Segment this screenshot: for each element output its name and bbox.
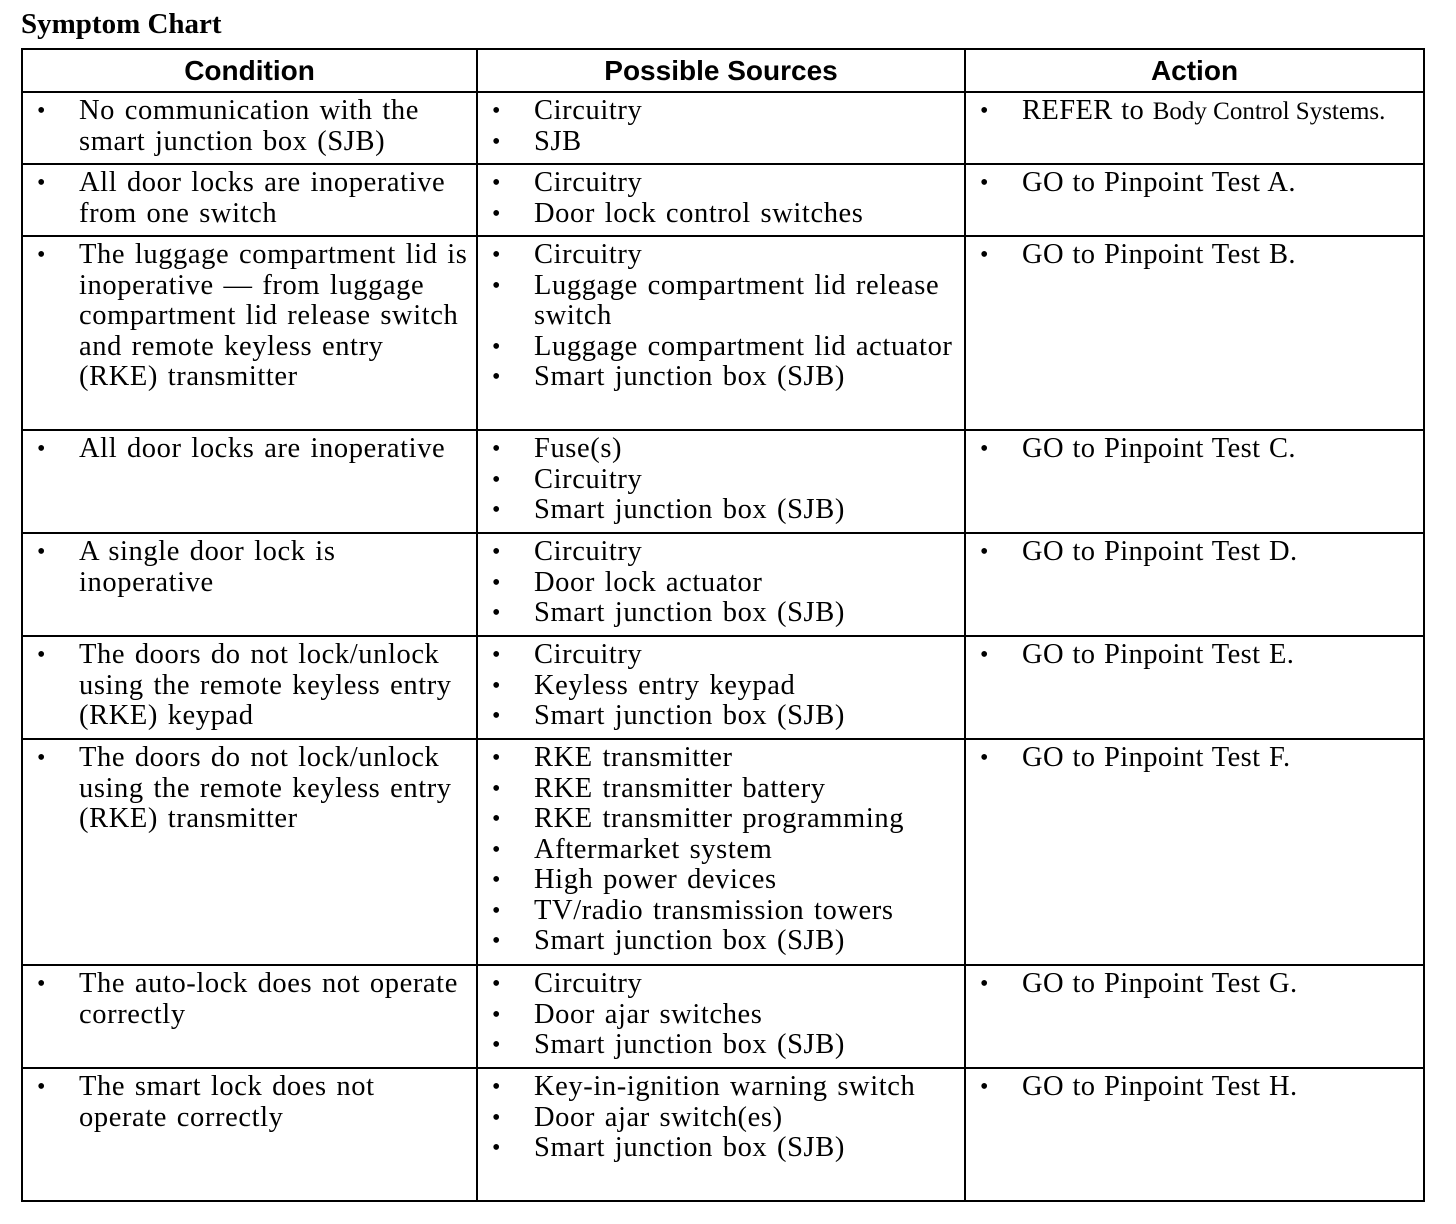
- action-cell: [965, 164, 1424, 236]
- source-item: • Circuitry: [478, 640, 958, 671]
- source-item: • Smart junction box (SJB): [478, 926, 958, 957]
- table-row: [22, 164, 1424, 236]
- condition-cell: [22, 430, 477, 533]
- sources-cell: [477, 164, 965, 236]
- source-item: • Door ajar switches: [478, 1000, 958, 1031]
- action-text: [966, 96, 1417, 128]
- source-item: • Smart junction box (SJB): [478, 598, 958, 629]
- header-possible-sources: Possible Sources: [477, 49, 965, 92]
- condition-cell: [22, 236, 477, 430]
- header-action: Action: [965, 49, 1424, 92]
- condition-cell: [22, 164, 477, 236]
- sources-cell: [477, 92, 965, 164]
- source-item: • Luggage compartment lid actuator: [478, 332, 958, 363]
- sources-cell: [477, 236, 965, 430]
- condition-cell: [22, 533, 477, 636]
- table-row: [22, 1068, 1424, 1201]
- condition-text: • A single door lock is inoperative: [23, 537, 470, 598]
- source-item: • Smart junction box (SJB): [478, 701, 958, 732]
- source-item: • Door lock actuator: [478, 568, 958, 599]
- condition-text: • The doors do not lock/unlock using the remote keyless entry (RKE) keypad: [23, 640, 470, 732]
- action-text: • GO to Pinpoint Test A.: [966, 168, 1417, 199]
- table-row: [22, 739, 1424, 965]
- condition-text: • The luggage compartment lid is inoperative — from luggage compartment lid release switch and remote keyless entry (RKE) transmitter: [23, 240, 470, 393]
- source-item: • Keyless entry keypad: [478, 671, 958, 702]
- action-cell: [965, 1068, 1424, 1201]
- source-item: • RKE transmitter: [478, 743, 958, 774]
- source-item: • RKE transmitter battery: [478, 774, 958, 805]
- sources-cell: [477, 636, 965, 739]
- table-header-row: [22, 49, 1424, 92]
- action-text: • GO to Pinpoint Test H.: [966, 1072, 1417, 1103]
- action-text: • GO to Pinpoint Test C.: [966, 434, 1417, 465]
- source-item: • Fuse(s): [478, 434, 958, 465]
- condition-text: • The smart lock does not operate correctly: [23, 1072, 470, 1133]
- action-reference: Body Control Systems.: [1152, 98, 1386, 125]
- table-row: [22, 965, 1424, 1068]
- source-item: • RKE transmitter programming: [478, 804, 958, 835]
- action-text: • GO to Pinpoint Test G.: [966, 969, 1417, 1000]
- action-text: • GO to Pinpoint Test D.: [966, 537, 1417, 568]
- source-item: • TV/radio transmission towers: [478, 896, 958, 927]
- source-item: • SJB: [478, 127, 958, 158]
- header-condition: Condition: [22, 49, 477, 92]
- source-item: • Circuitry: [478, 465, 958, 496]
- condition-text: • The doors do not lock/unlock using the remote keyless entry (RKE) transmitter: [23, 743, 470, 835]
- symptom-chart-table: [21, 48, 1425, 1202]
- source-item: • Circuitry: [478, 537, 958, 568]
- source-item: • Door ajar switch(es): [478, 1103, 958, 1134]
- table-row: [22, 533, 1424, 636]
- source-item: • Aftermarket system: [478, 835, 958, 866]
- source-item: • Smart junction box (SJB): [478, 1133, 958, 1164]
- condition-cell: [22, 636, 477, 739]
- action-cell: [965, 92, 1424, 164]
- condition-cell: [22, 1068, 477, 1201]
- sources-cell: [477, 965, 965, 1068]
- sources-cell: [477, 1068, 965, 1201]
- source-item: • Circuitry: [478, 168, 958, 199]
- action-prefix: REFER to: [1022, 95, 1145, 126]
- action-text: • GO to Pinpoint Test F.: [966, 743, 1417, 774]
- action-cell: [965, 636, 1424, 739]
- page-title: Symptom Chart: [21, 8, 222, 40]
- action-cell: [965, 236, 1424, 430]
- table-row: [22, 636, 1424, 739]
- condition-cell: [22, 92, 477, 164]
- condition-text: • The auto-lock does not operate correctly: [23, 969, 470, 1030]
- source-item: • High power devices: [478, 865, 958, 896]
- source-item: • Circuitry: [478, 969, 958, 1000]
- condition-text: • All door locks are inoperative: [23, 434, 470, 465]
- condition-cell: [22, 739, 477, 965]
- table-row: [22, 430, 1424, 533]
- sources-cell: [477, 739, 965, 965]
- action-cell: [965, 533, 1424, 636]
- sources-cell: [477, 533, 965, 636]
- action-cell: [965, 430, 1424, 533]
- action-cell: [965, 739, 1424, 965]
- sources-cell: [477, 430, 965, 533]
- source-item: • Smart junction box (SJB): [478, 362, 958, 393]
- source-item: • Circuitry: [478, 96, 958, 127]
- source-item: • Luggage compartment lid release switch: [478, 271, 958, 332]
- table-row: [22, 92, 1424, 164]
- source-item: • Smart junction box (SJB): [478, 495, 958, 526]
- source-item: • Door lock control switches: [478, 199, 958, 230]
- condition-cell: [22, 965, 477, 1068]
- source-item: • Circuitry: [478, 240, 958, 271]
- table-row: [22, 236, 1424, 430]
- action-text: • GO to Pinpoint Test B.: [966, 240, 1417, 271]
- source-item: • Key-in-ignition warning switch: [478, 1072, 958, 1103]
- action-text: • GO to Pinpoint Test E.: [966, 640, 1417, 671]
- condition-text: • All door locks are inoperative from one switch: [23, 168, 470, 229]
- source-item: • Smart junction box (SJB): [478, 1030, 958, 1061]
- action-cell: [965, 965, 1424, 1068]
- condition-text: • No communication with the smart junction box (SJB): [23, 96, 470, 157]
